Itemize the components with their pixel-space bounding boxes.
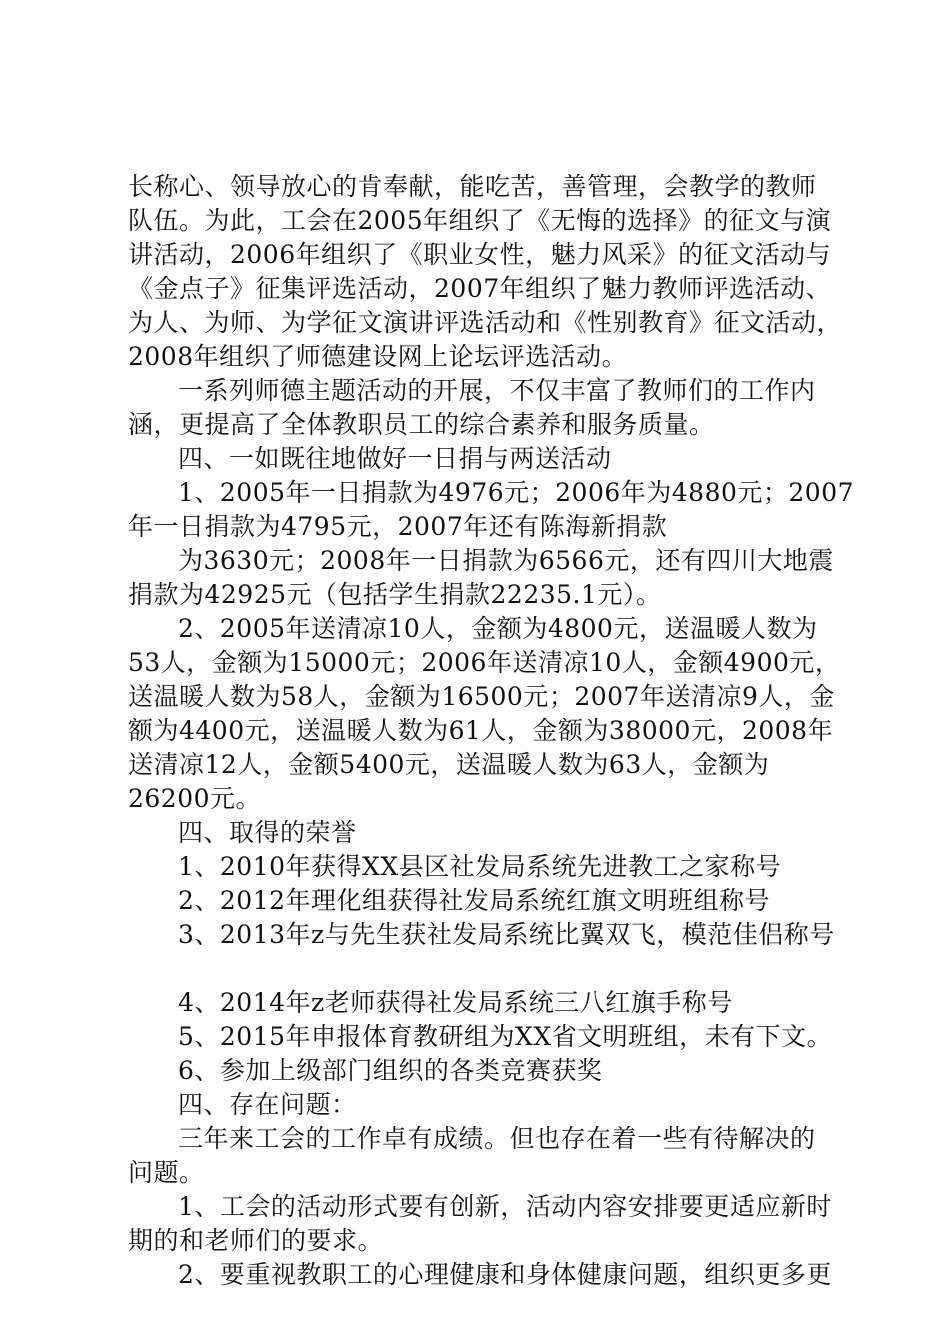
text-line: 为人、为师、为学征文演讲评选活动和《性别教育》征文活动， (128, 308, 843, 337)
text-line: 1、2005年一日捐款为4976元；2006年为4880元；2007 (178, 478, 855, 507)
text-line: 队伍。为此，工会在2005年组织了《无悔的选择》的征文与演 (128, 206, 832, 235)
text-line: 《金点子》征集评选活动，2007年组织了魅力教师评选活动、 (128, 274, 832, 303)
text-line: 涵，更提高了全体教职员工的综合素养和服务质量。 (128, 410, 715, 439)
text-line: 讲活动，2006年组织了《职业女性，魅力风采》的征文活动与 (128, 240, 832, 269)
text-line: 2、2005年送清凉10人，金额为4800元，送温暖人数为 (178, 614, 818, 643)
text-line: 53人，金额为15000元；2006年送清凉10人，金额4900元， (128, 648, 841, 677)
text-line: 期的和老师们的要求。 (128, 1226, 384, 1255)
text-line: 送清凉12人，金额5400元，送温暖人数为63人，金额为 (128, 750, 770, 779)
text-line: 一系列师德主题活动的开展，不仅丰富了教师们的工作内 (178, 376, 816, 405)
text-line: 额为4400元，送温暖人数为61人，金额为38000元，2008年 (128, 716, 834, 745)
text-line: 捐款为42925元（包括学生捐款22235.1元）。 (128, 580, 662, 609)
text-line: 2、要重视教职工的心理健康和身体健康问题，组织更多更 (178, 1260, 832, 1289)
text-line: 1、工会的活动形式要有创新，活动内容安排要更适应新时 (178, 1192, 832, 1221)
text-line: 为3630元；2008年一日捐款为6566元，还有四川大地震 (178, 546, 834, 575)
text-line: 三年来工会的工作卓有成绩。但也存在着一些有待解决的 (178, 1124, 816, 1153)
list-item: 5、2015年申报体育教研组为XX省文明班组，未有下文。 (178, 1022, 833, 1051)
section-heading: 四、取得的荣誉 (178, 818, 357, 847)
list-item: 2、2012年理化组获得社发局系统红旗文明班组称号 (178, 886, 771, 915)
list-item: 4、2014年z老师获得社发局系统三八红旗手称号 (178, 988, 733, 1017)
text-line: 年一日捐款为4795元，2007年还有陈海新捐款 (128, 512, 668, 541)
list-item: 1、2010年获得XX县区社发局系统先进教工之家称号 (178, 852, 782, 881)
text-line: 问题。 (128, 1158, 205, 1187)
text-line: 26200元。 (128, 784, 262, 813)
text-line: 2008年组织了师德建设网上论坛评选活动。 (128, 342, 628, 371)
text-line: 送温暖人数为58人，金额为16500元；2007年送清凉9人，金 (128, 682, 835, 711)
section-heading: 四、存在问题： (178, 1090, 357, 1119)
section-heading: 四、一如既往地做好一日捐与两送活动 (178, 444, 612, 473)
list-item: 6、参加上级部门组织的各类竞赛获奖 (178, 1056, 603, 1085)
text-line: 长称心、领导放心的肯奉献，能吃苦，善管理，会教学的教师 (128, 172, 817, 201)
list-item: 3、2013年z与先生获社发局系统比翼双飞，模范佳侣称号 (178, 920, 835, 949)
